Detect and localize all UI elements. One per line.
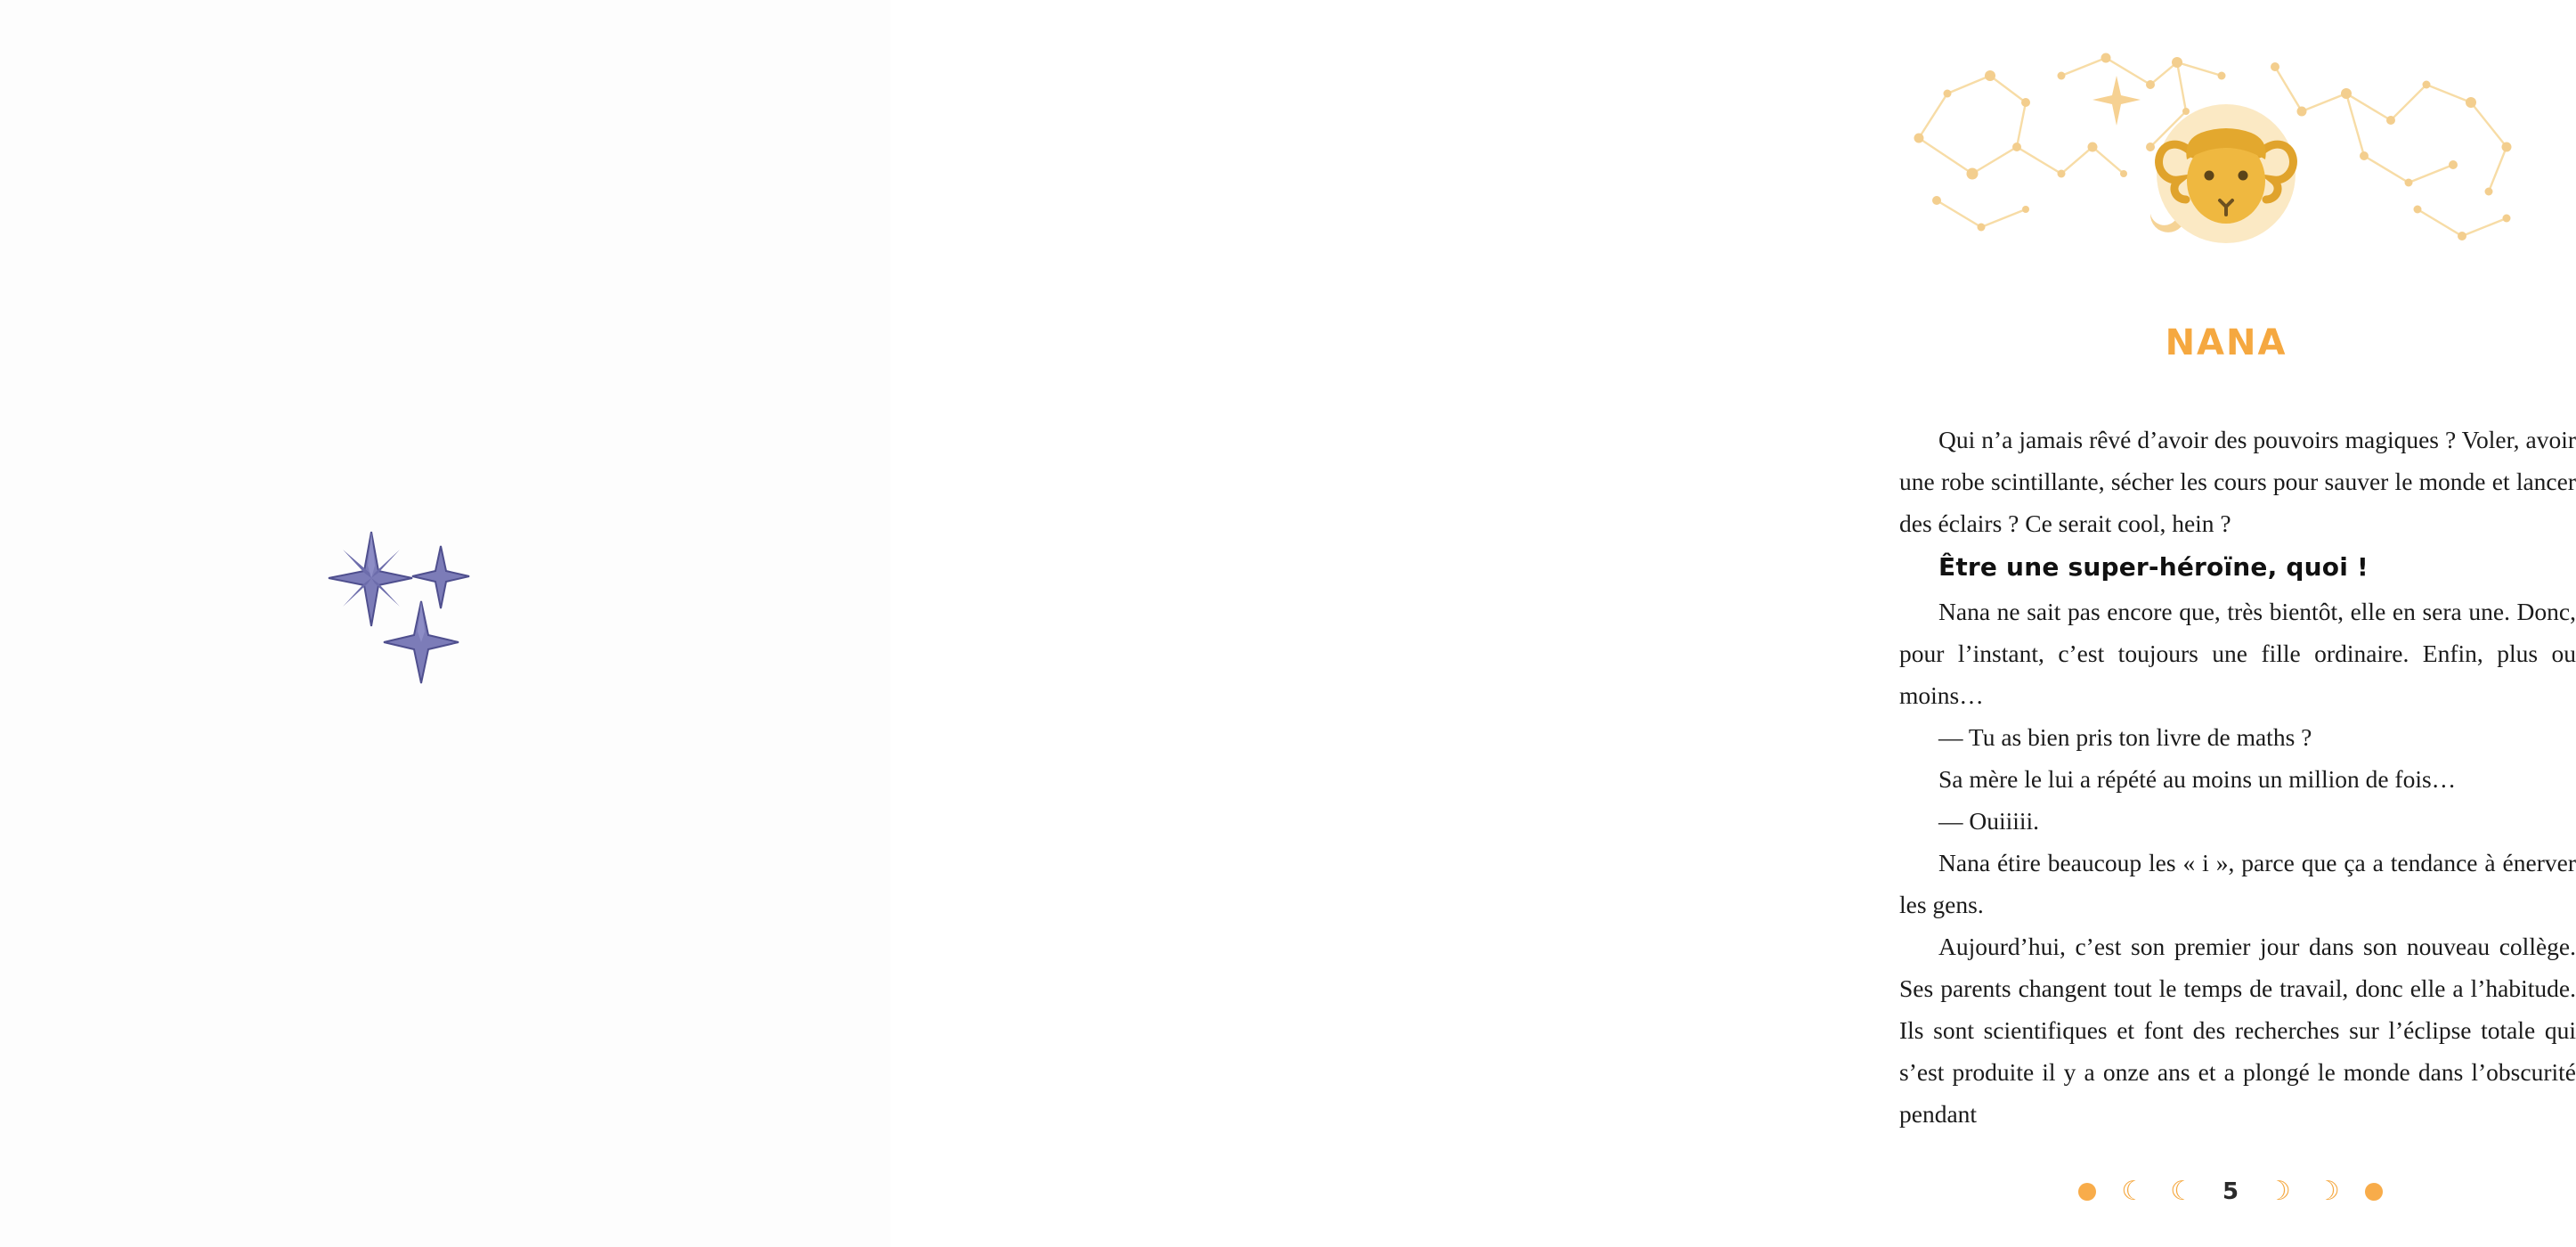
aries-constellation-illustration — [1883, 40, 2569, 307]
paragraph: Nana ne sait pas encore que, très bientôt, elle en sera une. Donc, pour l’instant, c’est toujours une fille ordinaire. Enfin, plus ou moins… — [1899, 598, 2576, 709]
full-moon-icon — [2078, 1183, 2096, 1201]
page-footer — [1901, 1174, 2560, 1210]
paragraph: Nana étire beaucoup les « i », parce que ça a tendance à énerver les gens. — [1899, 849, 2576, 918]
crescent-moon-icon: ☾ — [2170, 1176, 2194, 1207]
chapter-body — [1899, 419, 2576, 1135]
left-page — [0, 0, 890, 1247]
waxing-crescent-moon-icon: ☾ — [2315, 1176, 2340, 1207]
paragraph: Sa mère le lui a répété au moins un million de fois… — [1938, 765, 2457, 793]
dialogue-line: — Tu as bien pris ton livre de maths ? — [1938, 723, 2312, 751]
star-sparkles-decoration — [316, 512, 512, 708]
full-moon-right-icon — [2365, 1183, 2383, 1201]
page-number: 5 — [2222, 1178, 2239, 1205]
emphasis-line: Être une super-héroïne, quoi ! — [1938, 552, 2369, 582]
crescent-moon-right-icon: ☾ — [2267, 1176, 2291, 1207]
waning-crescent-moon-icon: ☾ — [2121, 1176, 2146, 1207]
paragraph: Qui n’a jamais rêvé d’avoir des pouvoirs magiques ? Voler, avoir une robe scintillante, sécher les cours pour sauver le monde et lancer des éclairs ? Ce serait cool, hein ? — [1899, 426, 2576, 537]
paragraph: Aujourd’hui, c’est son premier jour dans son nouveau collège. Ses parents changent tout le temps de travail, donc elle a l’habitude. Ils sont scientifiques et font des recherches sur l’éclipse totale qui s’est produite il y a onze ans et a plongé le monde dans l’obscurité pendant — [1899, 933, 2576, 1128]
dialogue-line: — Ouiiiii. — [1938, 807, 2040, 835]
ram-head-emblem — [2157, 104, 2296, 243]
chapter-title: NANA — [2165, 322, 2288, 363]
right-page — [890, 0, 2576, 1247]
